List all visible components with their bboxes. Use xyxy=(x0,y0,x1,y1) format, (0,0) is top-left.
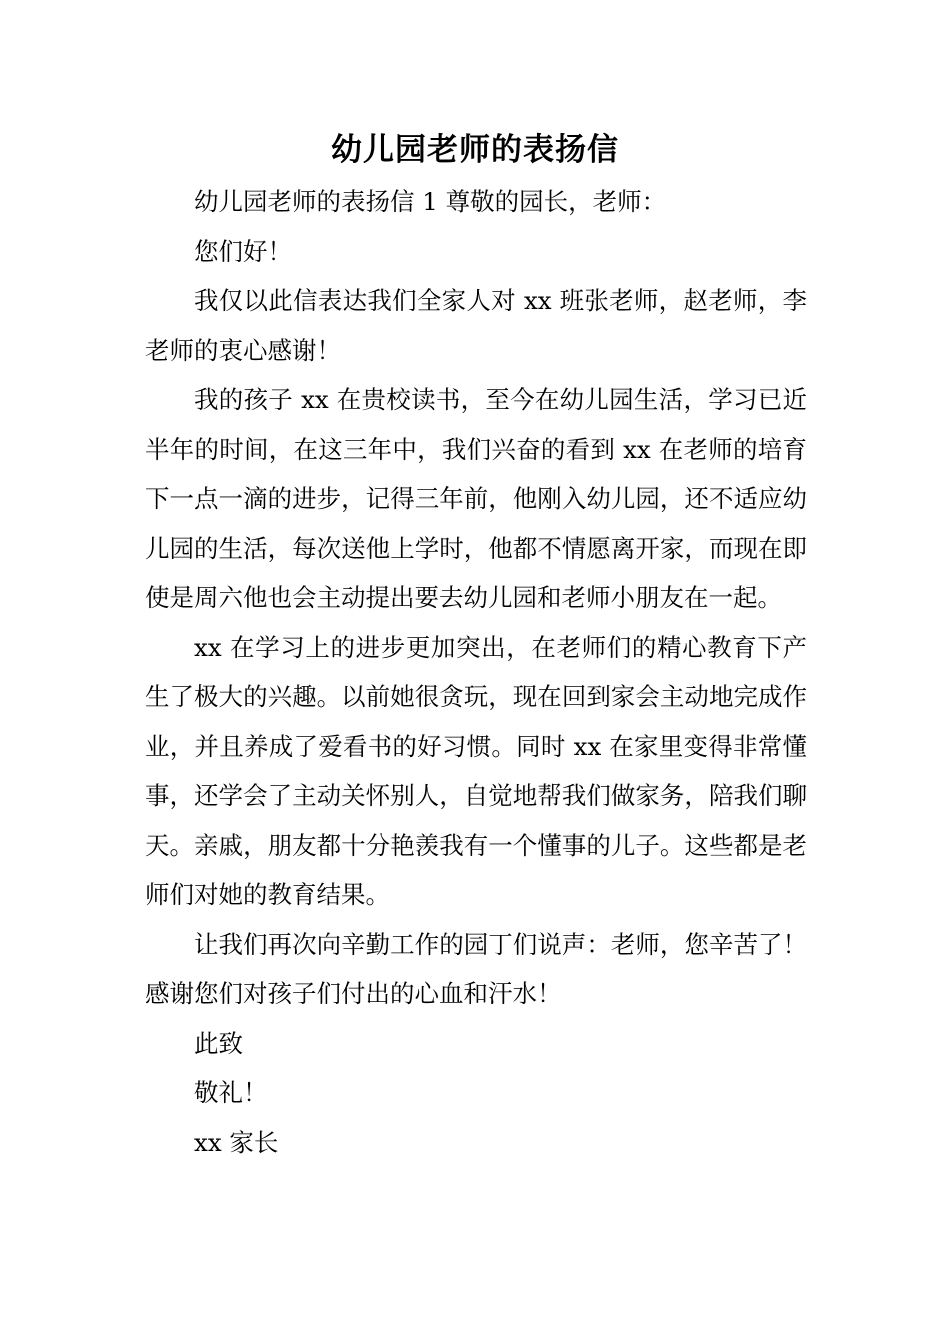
document-title: 幼儿园老师的表扬信 xyxy=(331,132,619,168)
paragraph-greeting-line: 幼儿园老师的表扬信 1 尊敬的园长，老师： xyxy=(194,187,667,216)
paragraph-salutation: 您们好！ xyxy=(194,236,292,266)
paragraph-regards-2: 敬礼！ xyxy=(194,1078,268,1107)
paragraph-progress-study: xx 在学习上的进步更加突出，在老师们的精心教育下产生了极大的兴趣。以前她很贪玩，现在回到家会主动地完成作业，并且养成了爱看书的好习惯。同时 xx 在家里变得非常懂事，还学会了主动关怀别人，自觉地帮我们做家务，陪我们聊天。亲戚，朋友都十分艳羡我有一个懂事的儿子。这些都是老师们对她的教育结果。 xyxy=(145,632,807,909)
paragraph-closing-thanks: 让我们再次向辛勤工作的园丁们说声：老师，您辛苦了！感谢您们对孩子们付出的心血和汗水！ xyxy=(145,929,807,1008)
paragraph-thanks: 我仅以此信表达我们全家人对 xx 班张老师，赵老师，李老师的衷心感谢！ xyxy=(145,286,807,365)
document-body xyxy=(145,177,807,1167)
paragraph-regards-1: 此致 xyxy=(194,1028,243,1058)
paragraph-progress-kindergarten: 我的孩子 xx 在贵校读书，至今在幼儿园生活，学习已近半年的时间，在这三年中，我们兴奋的看到 xx 在老师的培育下一点一滴的进步，记得三年前，他刚入幼儿园，还不适应幼儿园的生活，每次送他上学时，他都不情愿离开家，而现在即使是周六他也会主动提出要去幼儿园和老师小朋友在一起。 xyxy=(145,385,807,612)
paragraph-signature: xx 家长 xyxy=(194,1127,279,1157)
